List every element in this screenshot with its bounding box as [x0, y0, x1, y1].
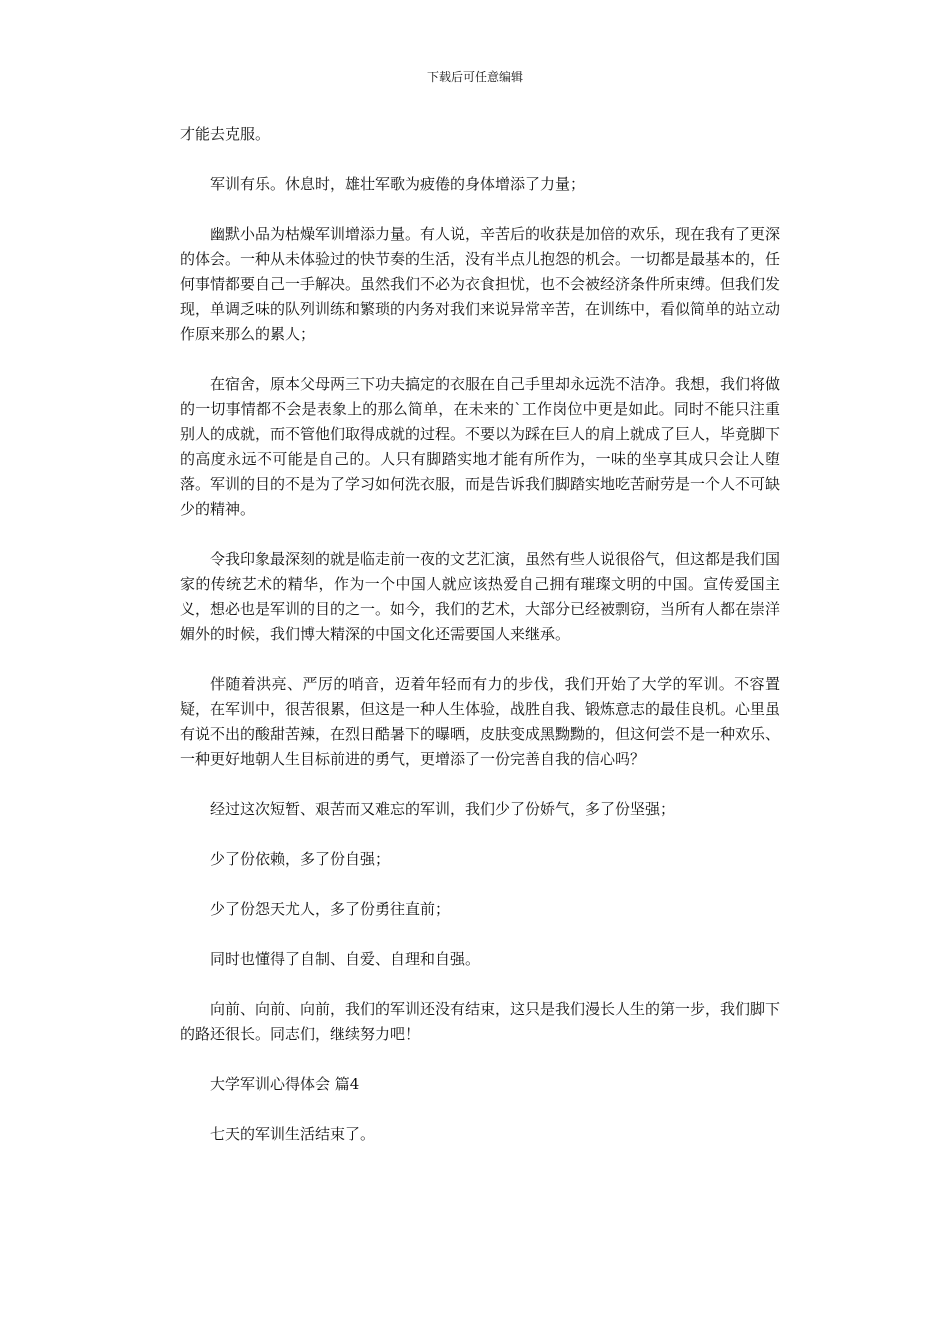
paragraph-6: 伴随着洪亮、严厉的哨音，迈着年轻而有力的步伐，我们开始了大学的军训。不容置疑，在军训中，很苦很累，但这是一种人生体验，战胜自我、锻炼意志的最佳良机。心里虽有说不出的酸甜苦辣，在烈日酷暑下的曝晒，皮肤变成黑黝黝的，但这何尝不是一种欢乐、一种更好地朝人生目标前进的勇气，更增添了一份完善自我的信心吗？ — [180, 675, 781, 768]
document-body — [180, 122, 780, 1172]
paragraph-8: 少了份依赖，多了份自强； — [210, 850, 391, 868]
paragraph-12: 七天的军训生活结束了。 — [210, 1125, 376, 1143]
page-header: 下载后可任意编辑 — [426, 70, 523, 84]
paragraph-3: 幽默小品为枯燥军训增添力量。有人说，辛苦后的收获是加倍的欢乐，现在我有了更深的体会。一种从未体验过的快节奏的生活，没有半点儿抱怨的机会。一切都是最基本的，任何事情都要自己一手解决。虽然我们不必为衣食担忧，也不会被经济条件所束缚。但我们发现，单调乏味的队列训练和繁琐的内务对我们来说异常辛苦，在训练中，看似简单的站立动作原来那么的累人； — [180, 225, 781, 343]
paragraph-7: 经过这次短暂、艰苦而又难忘的军训，我们少了份娇气，多了份坚强； — [210, 800, 676, 818]
paragraph-1: 才能去克服。 — [180, 125, 271, 143]
paragraph-5: 令我印象最深刻的就是临走前一夜的文艺汇演，虽然有些人说很俗气，但这都是我们国家的传统艺术的精华，作为一个中国人就应该热爱自己拥有璀璨文明的中国。宣传爱国主义，想必也是军训的目的之一。如今，我们的艺术，大部分已经被剽窃，当所有人都在崇洋媚外的时候，我们博大精深的中国文化还需要国人来继承。 — [180, 550, 781, 643]
paragraph-2: 军训有乐。休息时，雄壮军歌为疲倦的身体增添了力量； — [210, 175, 586, 193]
section-heading: 大学军训心得体会 篇4 — [210, 1075, 360, 1093]
paragraph-11: 向前、向前、向前，我们的军训还没有结束，这只是我们漫长人生的第一步，我们脚下的路还很长。同志们，继续努力吧！ — [180, 1000, 781, 1043]
paragraph-10: 同时也懂得了自制、自爱、自理和自强。 — [210, 950, 481, 968]
paragraph-9: 少了份怨天尤人，多了份勇往直前； — [210, 900, 451, 918]
paragraph-4: 在宿舍，原本父母两三下功夫搞定的衣服在自己手里却永远洗不洁净。我想，我们将做的一切事情都不会是表象上的那么简单，在未来的`工作岗位中更是如此。同时不能只注重别人的成就，而不管他们取得成就的过程。不要以为踩在巨人的肩上就成了巨人，毕竟脚下的高度永远不可能是自己的。人只有脚踏实地才能有所作为，一味的坐享其成只会让人堕落。军训的目的不是为了学习如何洗衣服，而是告诉我们脚踏实地吃苦耐劳是一个人不可缺少的精神。 — [180, 375, 781, 518]
